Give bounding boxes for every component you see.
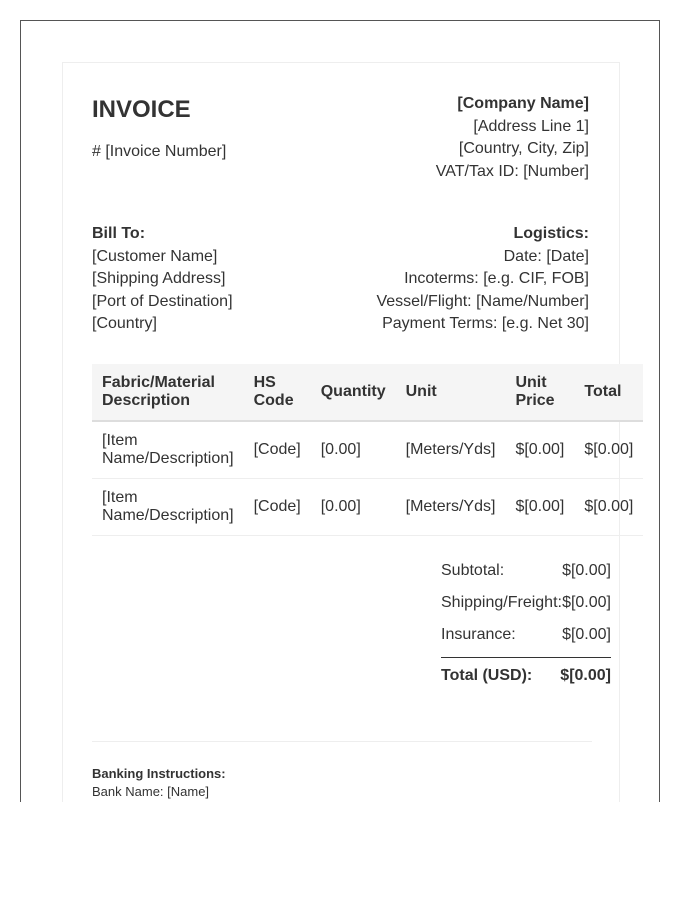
cell-hs-code: [Code] bbox=[244, 479, 311, 536]
header-total: Total bbox=[574, 364, 643, 421]
bill-to-label: Bill To: bbox=[92, 225, 146, 242]
table-row bbox=[92, 421, 643, 479]
customer-name: [Customer Name] bbox=[92, 247, 218, 265]
logistics-vessel: Vessel/Flight: [Name/Number] bbox=[376, 292, 589, 310]
logistics-label: Logistics: bbox=[513, 225, 589, 242]
table-header-row bbox=[92, 364, 643, 421]
shipping-label: Shipping/Freight: bbox=[441, 594, 562, 611]
bank-name: Bank Name: [Name] bbox=[92, 784, 210, 799]
line-items-table bbox=[92, 364, 643, 536]
grand-total-section bbox=[441, 657, 611, 696]
invoice-number: # [Invoice Number] bbox=[92, 143, 227, 160]
cell-unit: [Meters/Yds] bbox=[396, 421, 506, 479]
cell-description: [Item Name/Description] bbox=[92, 479, 244, 536]
cell-unit: [Meters/Yds] bbox=[396, 479, 506, 536]
banking-label: Banking Instructions: bbox=[92, 766, 226, 781]
company-address: [Address Line 1] bbox=[473, 117, 589, 135]
banking-block bbox=[92, 765, 226, 801]
table-row bbox=[92, 479, 643, 536]
invoice-title: INVOICE bbox=[92, 96, 191, 123]
company-block bbox=[436, 93, 589, 183]
cell-unit-price: $[0.00] bbox=[505, 479, 574, 536]
logistics-payment-terms: Payment Terms: [e.g. Net 30] bbox=[382, 315, 589, 332]
bill-to-block bbox=[92, 223, 233, 336]
logistics-block bbox=[376, 223, 589, 336]
grand-total-label: Total (USD): bbox=[441, 667, 533, 684]
subtotal-label: Subtotal: bbox=[441, 562, 505, 579]
cell-quantity: [0.00] bbox=[311, 421, 396, 479]
insurance-value: $[0.00] bbox=[562, 626, 611, 643]
cell-unit-price: $[0.00] bbox=[505, 421, 574, 479]
subtotal-value: $[0.00] bbox=[562, 562, 611, 579]
cell-hs-code: [Code] bbox=[244, 421, 311, 479]
totals-block bbox=[441, 559, 611, 696]
shipping-address: [Shipping Address] bbox=[92, 270, 226, 287]
footer-divider bbox=[92, 741, 592, 742]
insurance-label: Insurance: bbox=[441, 626, 516, 643]
header-quantity: Quantity bbox=[311, 364, 396, 421]
cell-description: [Item Name/Description] bbox=[92, 421, 244, 479]
insurance-row bbox=[441, 623, 611, 655]
cell-total: $[0.00] bbox=[574, 421, 643, 479]
company-vat: VAT/Tax ID: [Number] bbox=[435, 162, 589, 180]
customer-country: [Country] bbox=[92, 315, 157, 332]
page-frame bbox=[20, 20, 660, 802]
company-country-city-zip: [Country, City, Zip] bbox=[458, 140, 589, 157]
company-name: [Company Name] bbox=[457, 95, 589, 112]
header-hs-code: HS Code bbox=[244, 364, 311, 421]
header-unit: Unit bbox=[396, 364, 506, 421]
grand-total-value: $[0.00] bbox=[560, 667, 611, 684]
subtotal-row bbox=[441, 559, 611, 591]
header-description: Fabric/Material Description bbox=[92, 364, 244, 421]
shipping-row bbox=[441, 591, 611, 623]
logistics-incoterms: Incoterms: [e.g. CIF, FOB] bbox=[404, 270, 589, 287]
cell-total: $[0.00] bbox=[574, 479, 643, 536]
shipping-value: $[0.00] bbox=[562, 594, 611, 611]
logistics-date: Date: [Date] bbox=[503, 247, 589, 265]
header-unit-price: Unit Price bbox=[505, 364, 574, 421]
port-of-destination: [Port of Destination] bbox=[92, 292, 233, 310]
grand-total-row bbox=[441, 664, 611, 696]
cell-quantity: [0.00] bbox=[311, 479, 396, 536]
